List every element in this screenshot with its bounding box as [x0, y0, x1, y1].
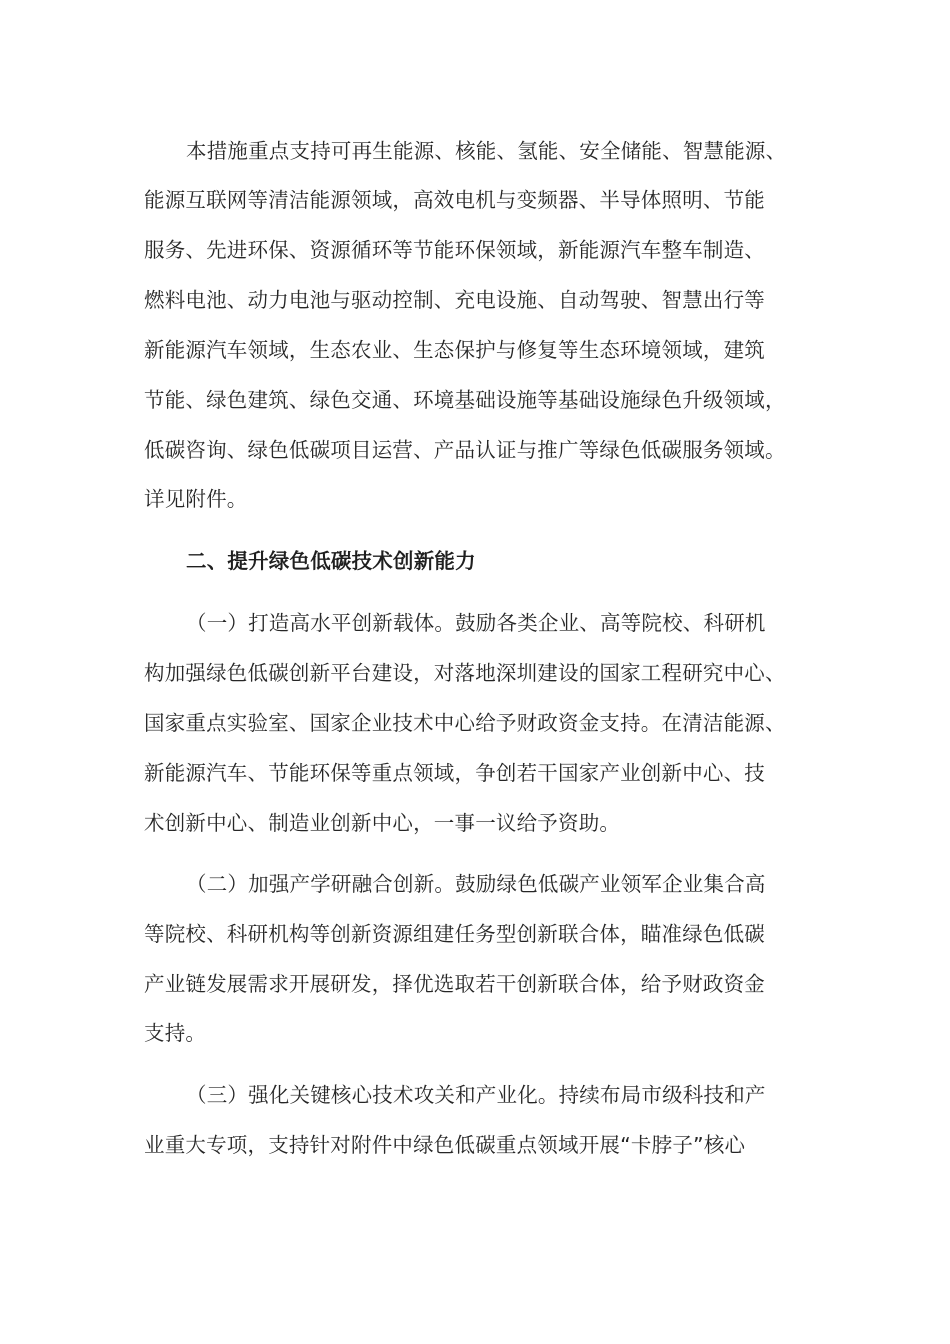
paragraph-1-line-8: 详见附件。	[144, 487, 248, 511]
paragraph-3-line-4: 支持。	[144, 1021, 207, 1045]
paragraph-2-line-3: 国家重点实验室、国家企业技术中心给予财政资金支持。在清洁能源、	[144, 711, 786, 735]
paragraph-1-line-7: 低碳咨询、绿色低碳项目运营、产品认证与推广等绿色低碳服务领域。	[144, 438, 786, 462]
paragraph-2-line-4: 新能源汽车、节能环保等重点领域，争创若干国家产业创新中心、技	[144, 761, 765, 785]
paragraph-3-line-3: 产业链发展需求开展研发，择优选取若干创新联合体，给予财政资金	[144, 972, 765, 996]
paragraph-2-line-1: （一）打造高水平创新载体。鼓励各类企业、高等院校、科研机	[186, 611, 766, 635]
paragraph-4-line-2: 业重大专项，支持针对附件中绿色低碳重点领域开展“卡脖子”核心	[144, 1133, 746, 1157]
paragraph-2-line-5: 术创新中心、制造业创新中心，一事一议给予资助。	[144, 811, 621, 835]
section-heading: 二、提升绿色低碳技术创新能力	[186, 549, 476, 573]
paragraph-1-line-3: 服务、先进环保、资源循环等节能环保领域，新能源汽车整车制造、	[144, 238, 765, 262]
paragraph-1-line-4: 燃料电池、动力电池与驱动控制、充电设施、自动驾驶、智慧出行等	[144, 288, 765, 312]
paragraph-3-line-2: 等院校、科研机构等创新资源组建任务型创新联合体，瞄准绿色低碳	[144, 922, 765, 946]
paragraph-1-line-6: 节能、绿色建筑、绿色交通、环境基础设施等基础设施绿色升级领域，	[144, 388, 786, 412]
paragraph-1-line-5: 新能源汽车领域，生态农业、生态保护与修复等生态环境领域，建筑	[144, 338, 765, 362]
paragraph-4-line-1: （三）强化关键核心技术攻关和产业化。持续布局市级科技和产	[186, 1083, 766, 1107]
paragraph-1-line-2: 能源互联网等清洁能源领域，高效电机与变频器、半导体照明、节能	[144, 188, 765, 212]
paragraph-2-line-2: 构加强绿色低碳创新平台建设，对落地深圳建设的国家工程研究中心、	[144, 661, 786, 685]
paragraph-3-line-1: （二）加强产学研融合创新。鼓励绿色低碳产业领军企业集合高	[186, 872, 766, 896]
paragraph-1-line-1: 本措施重点支持可再生能源、核能、氢能、安全储能、智慧能源、	[186, 139, 787, 163]
